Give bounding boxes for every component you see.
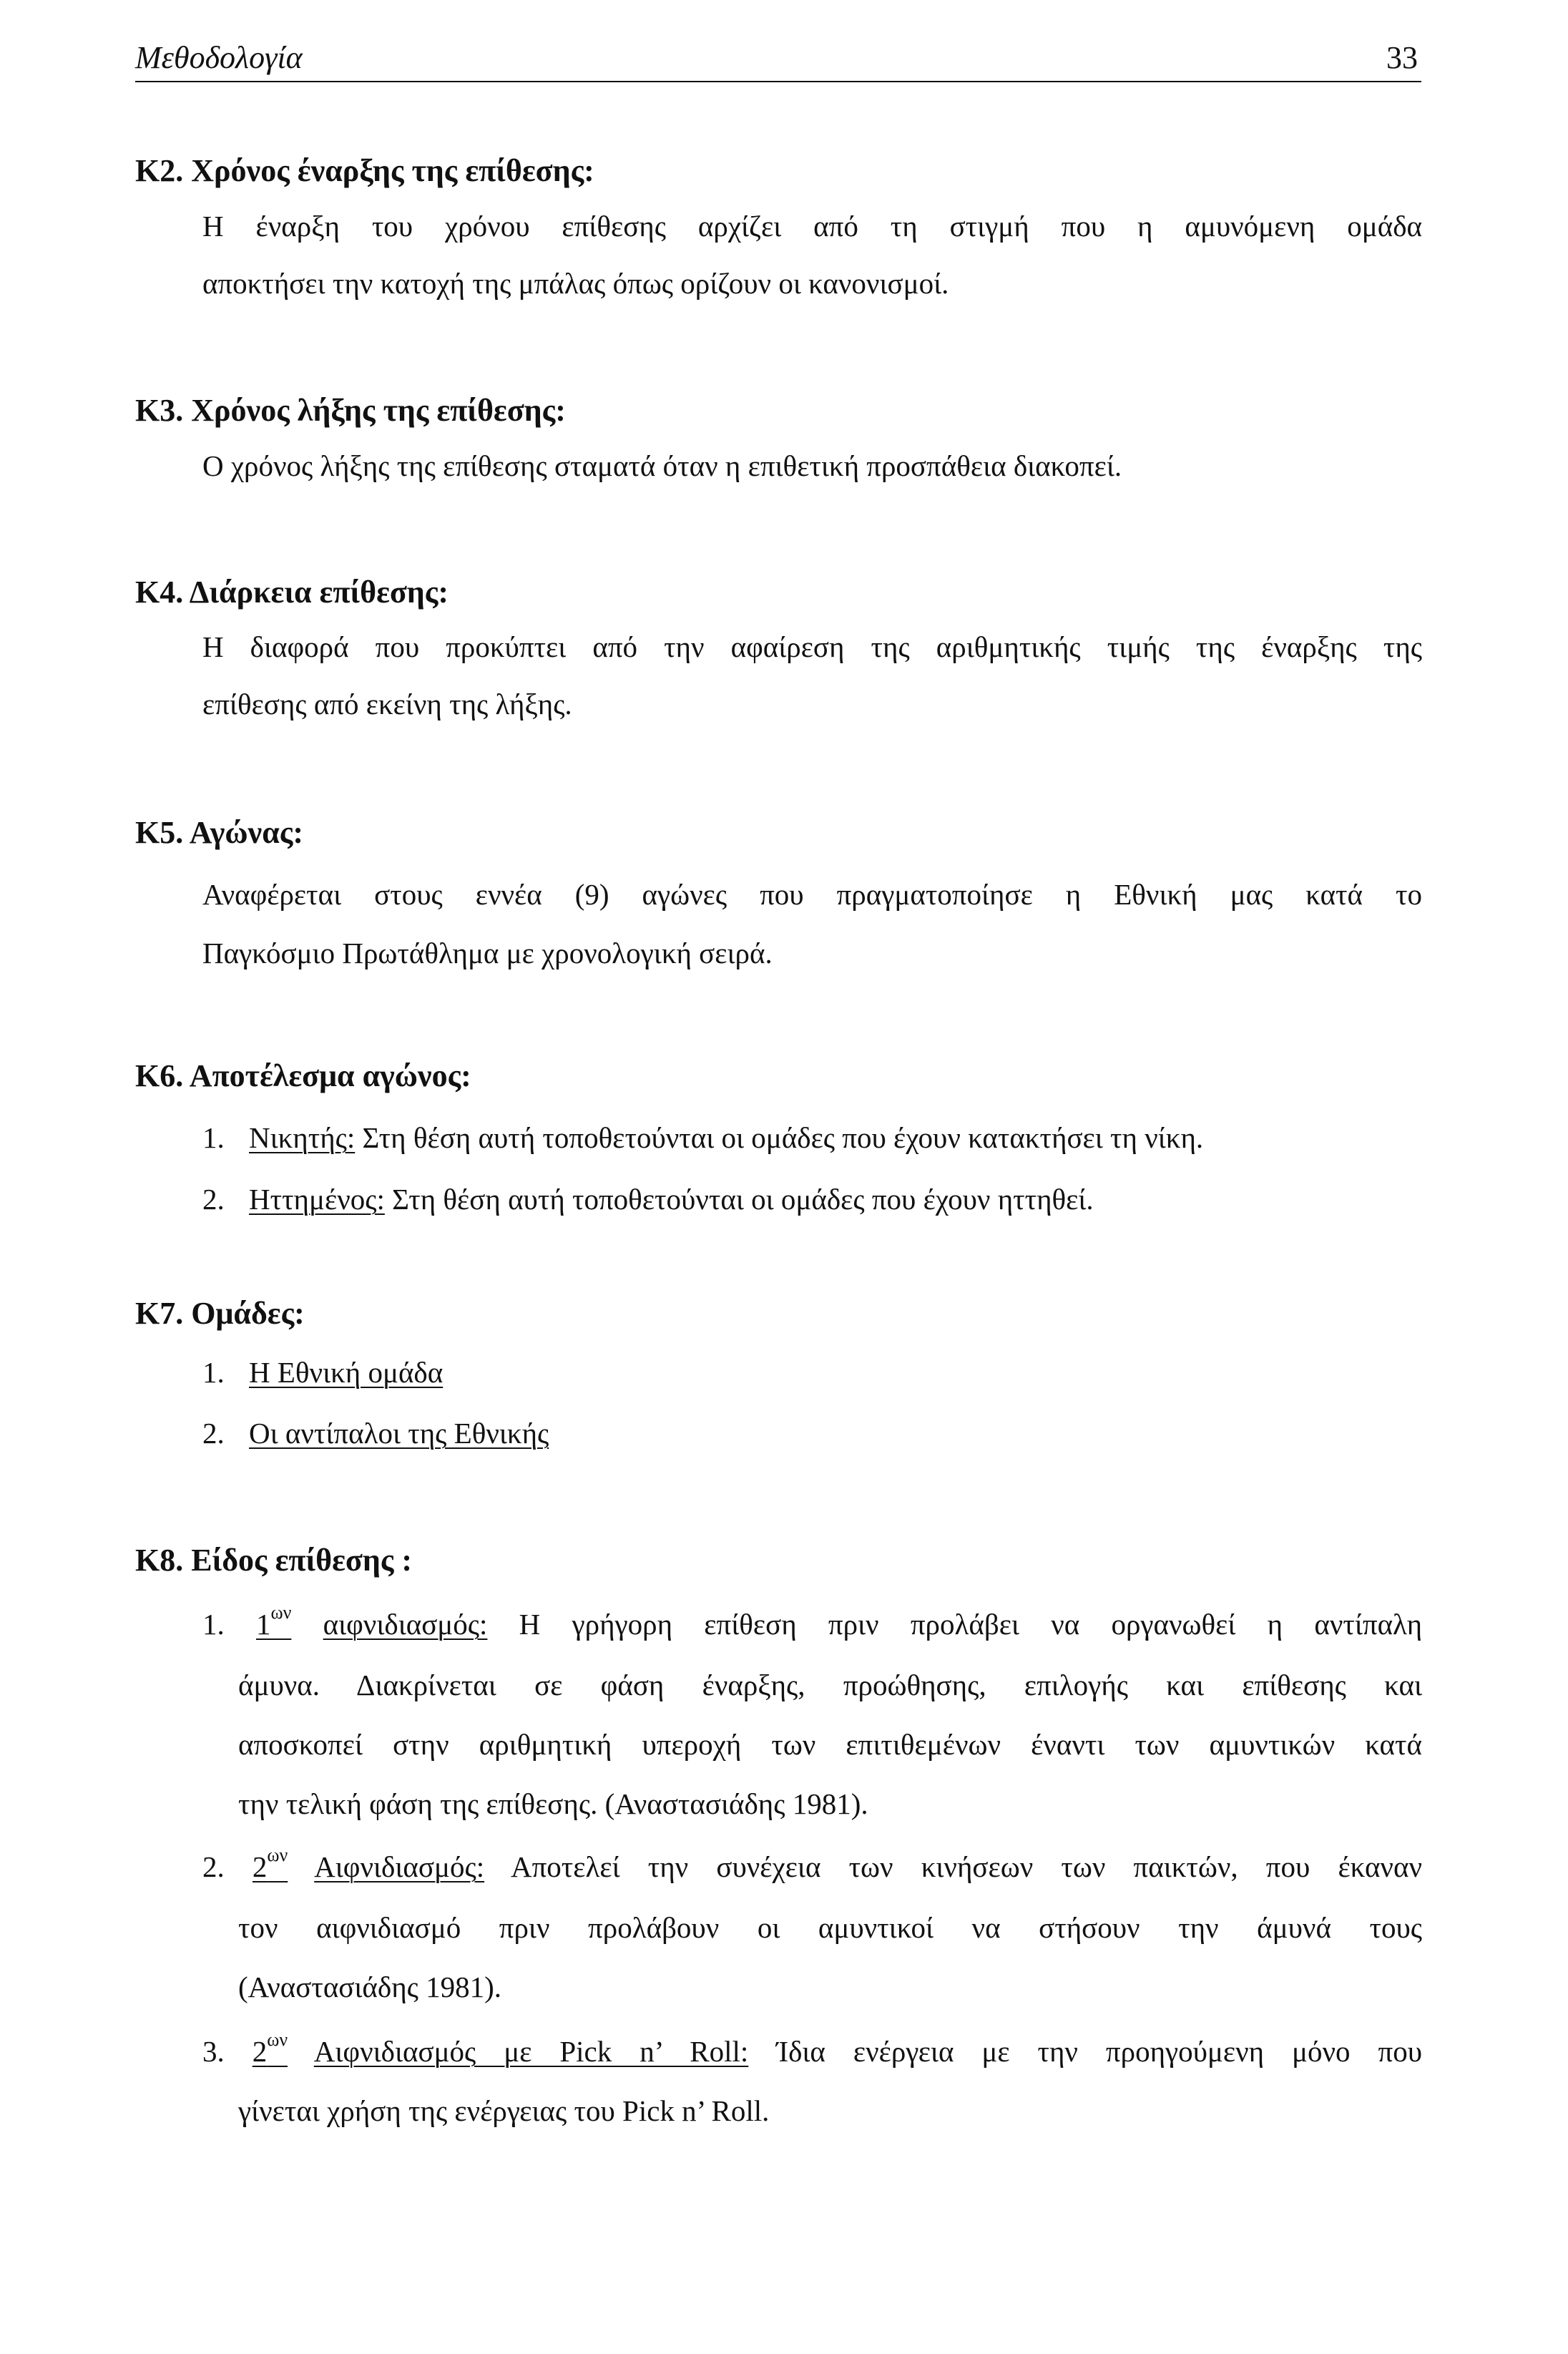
- attack-type-1-text: Η γρήγορη επίθεση πριν προλάβει να οργανωθεί η αντίπαλη: [487, 1608, 1423, 1641]
- header-rule: [135, 81, 1421, 82]
- attack-type-1-first-line: [202, 1602, 1423, 1641]
- section-heading-k3: Κ3. Χρόνος λήξης της επίθεσης:: [135, 393, 566, 428]
- attack-type-2-term: Αιφνιδιασμός:: [314, 1850, 485, 1883]
- attack-type-1-line-4: την τελική φάση της επίθεσης. (Αναστασιάδης 1981).: [238, 1787, 868, 1820]
- section-k5-line-1: Αναφέρεται στους εννέα (9) αγώνες που πραγματοποίησε η Εθνική μας κατά το: [202, 878, 1422, 911]
- list-number: 1.: [202, 1608, 225, 1641]
- attack-type-3-term: Αιφνιδιασμός με Pick n’ Roll:: [313, 2035, 749, 2068]
- section-k2-line-1: Η έναρξη του χρόνου επίθεσης αρχίζει από τη στιγμή που η αμυνόμενη ομάδα: [202, 210, 1422, 243]
- team-term-opponents: Οι αντίπαλοι της Εθνικής: [249, 1417, 549, 1450]
- attack-type-1-ordinal-suffix: ων: [270, 1602, 292, 1623]
- section-k4-line-2: επίθεσης από εκείνη της λήξης.: [202, 688, 572, 721]
- page-header-title: Μεθοδολογία: [135, 40, 303, 75]
- attack-type-2-first-line: [202, 1845, 1422, 1884]
- attack-type-1-line-3: αποσκοπεί στην αριθμητική υπεροχή των επιτιθεμένων έναντι των αμυντικών κατά: [238, 1728, 1422, 1761]
- list-number: 1.: [202, 1121, 225, 1154]
- attack-type-1-ordinal: 1: [256, 1608, 271, 1641]
- attack-type-2-line-3: (Αναστασιάδης 1981).: [238, 1970, 502, 2003]
- page-number: 33: [1386, 40, 1418, 75]
- section-k5-line-2: Παγκόσμιο Πρωτάθλημα με χρονολογική σειρά.: [202, 937, 773, 970]
- team-item-1: [202, 1355, 443, 1390]
- list-number: 2.: [202, 1417, 225, 1450]
- section-heading-k7: Κ7. Ομάδες:: [135, 1296, 305, 1331]
- result-item-2: [202, 1182, 1094, 1216]
- section-heading-k4: Κ4. Διάρκεια επίθεσης:: [135, 575, 449, 610]
- team-term-national: Η Εθνική ομάδα: [249, 1356, 444, 1389]
- attack-type-3-line-2: γίνεται χρήση της ενέργειας του Pick n’ Roll.: [238, 2094, 770, 2127]
- attack-type-2-text: Αποτελεί την συνέχεια των κινήσεων των παικτών, που έκαναν: [484, 1850, 1422, 1883]
- list-number: 1.: [202, 1356, 225, 1389]
- team-item-2: [202, 1416, 549, 1450]
- section-heading-k6: Κ6. Αποτέλεσμα αγώνος:: [135, 1058, 471, 1093]
- attack-type-3-ordinal: 2: [252, 2035, 268, 2068]
- section-k2-line-2: αποκτήσει την κατοχή της μπάλας όπως ορίζουν οι κανονισμοί.: [202, 267, 949, 300]
- list-number: 2.: [202, 1183, 225, 1216]
- result-item-1: [202, 1120, 1203, 1155]
- attack-type-3-first-line: [202, 2029, 1423, 2069]
- list-number: 2.: [202, 1850, 225, 1883]
- attack-type-3-ordinal-suffix: ων: [267, 2029, 288, 2050]
- result-term-winner: Νικητής:: [249, 1121, 356, 1154]
- section-k4-line-1: Η διαφορά που προκύπτει από την αφαίρεση της αριθμητικής τιμής της έναρξης της: [202, 630, 1422, 663]
- attack-type-2-line-2: τον αιφνιδιασμό πριν προλάβουν οι αμυντικοί να στήσουν την άμυνά τους: [238, 1911, 1422, 1944]
- attack-type-3-text: Ίδια ενέργεια με την προηγούμενη μόνο που: [748, 2035, 1423, 2068]
- section-k3-line-1: Ο χρόνος λήξης της επίθεσης σταματά όταν η επιθετική προσπάθεια διακοπεί.: [202, 449, 1122, 482]
- attack-type-1-line-2: άμυνα. Διακρίνεται σε φάση έναρξης, προώθησης, επιλογής και επίθεσης και: [238, 1669, 1422, 1701]
- section-heading-k2: Κ2. Χρόνος έναρξης της επίθεσης:: [135, 153, 594, 188]
- section-heading-k8: Κ8. Είδος επίθεσης :: [135, 1543, 413, 1578]
- list-number: 3.: [202, 2035, 225, 2068]
- result-text-loser: Στη θέση αυτή τοποθετούνται οι ομάδες που έχουν ηττηθεί.: [384, 1183, 1094, 1216]
- attack-type-1-term: αιφνιδιασμός:: [323, 1608, 488, 1641]
- section-heading-k5: Κ5. Αγώνας:: [135, 815, 303, 850]
- result-text-winner: Στη θέση αυτή τοποθετούνται οι ομάδες που έχουν κατακτήσει τη νίκη.: [355, 1121, 1204, 1154]
- attack-type-2-ordinal-suffix: ων: [267, 1845, 288, 1865]
- attack-type-2-ordinal: 2: [252, 1850, 268, 1883]
- result-term-loser: Ηττημένος:: [249, 1183, 385, 1216]
